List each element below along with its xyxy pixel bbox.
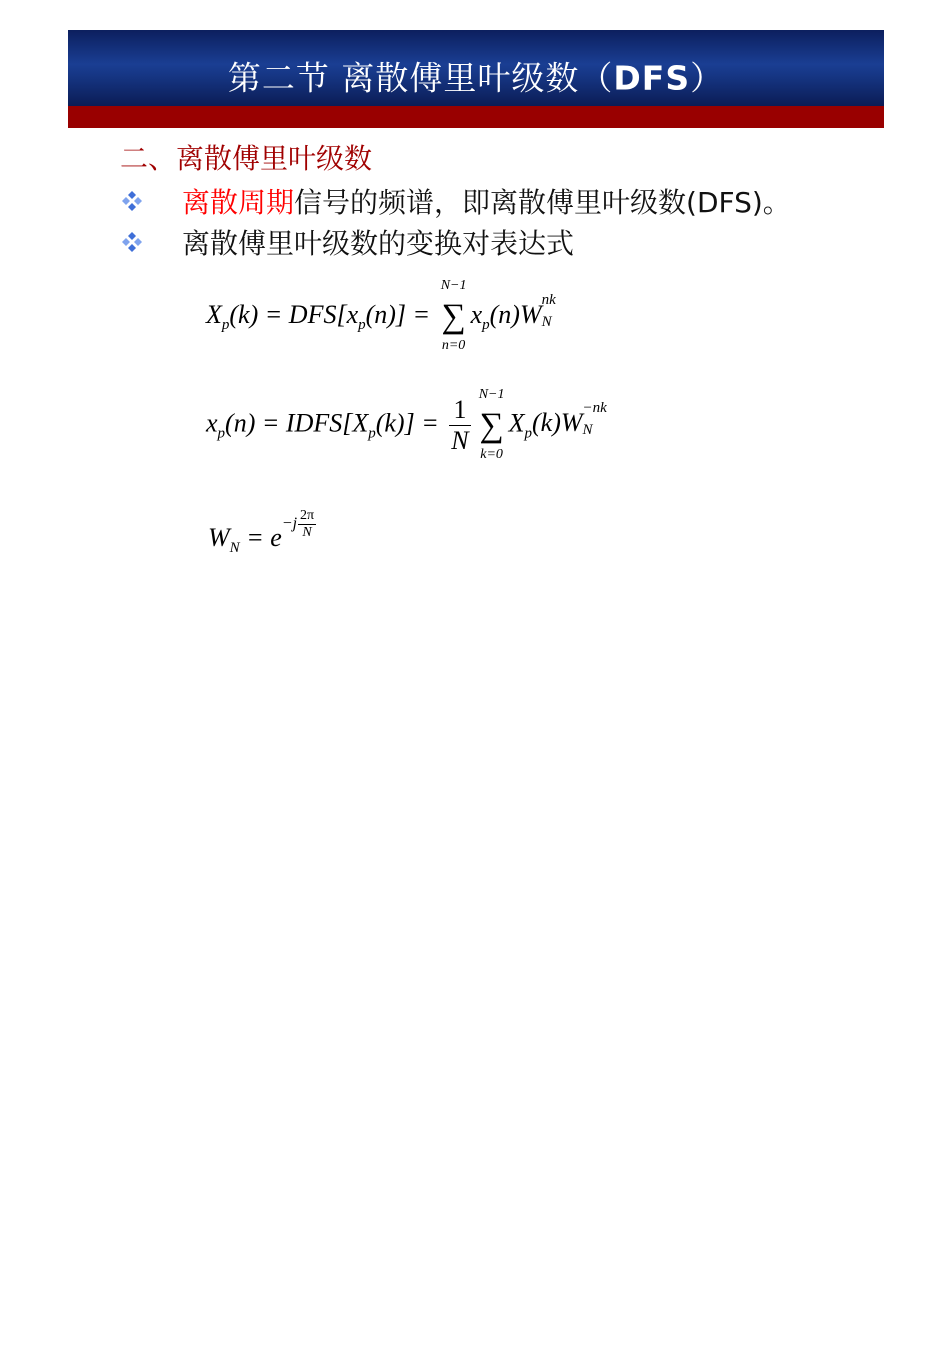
twiddle-formula: [208, 508, 317, 557]
fraction-denominator: N: [451, 426, 469, 455]
twiddle-term: [489, 292, 556, 330]
formula-text: (n)] =: [365, 300, 431, 329]
fraction-numerator: 1: [449, 395, 470, 426]
sum-lower-limit: k=0: [480, 446, 503, 462]
summation: [437, 278, 471, 354]
formula-text: (k)W: [532, 408, 583, 438]
sum-upper-limit: N−1: [440, 278, 467, 294]
idfs-formula: [206, 386, 607, 462]
formula-symbol: x: [470, 300, 483, 329]
twiddle-term: [532, 400, 607, 439]
formula-symbol: W: [208, 523, 230, 553]
formula-symbol: X: [206, 300, 222, 329]
formula-subscript: p: [524, 425, 532, 442]
sum-upper-limit: N−1: [478, 386, 505, 402]
slide-title: [68, 53, 884, 100]
formula-text: (n) = IDFS[X: [225, 408, 369, 438]
formula-text: (k) = DFS[x: [229, 300, 359, 329]
fraction-denominator: N: [302, 525, 312, 540]
formula-subscript: p: [217, 425, 226, 442]
bullet-text: [182, 181, 791, 221]
formula-text: = e: [239, 523, 282, 553]
fraction: [449, 395, 470, 456]
dfs-formula: [206, 278, 556, 354]
sum-lower-limit: n=0: [441, 338, 466, 354]
highlighted-term: 离散周期: [182, 186, 295, 219]
formula-subscript: p: [358, 317, 366, 333]
formula-text: (n)W: [489, 300, 542, 329]
sum-sign: ∑: [441, 298, 466, 336]
red-divider-bar: [68, 106, 884, 128]
formula-subscript: p: [221, 317, 230, 333]
title-acronym: DFS: [613, 58, 691, 98]
formula-subscript: p: [482, 317, 490, 333]
formula-text: (k)] =: [375, 408, 439, 438]
exponent: [282, 508, 317, 541]
bullet-text: [182, 222, 574, 262]
title-banner: [68, 30, 884, 106]
formula-subscript: p: [368, 425, 376, 442]
exponent-prefix: −j: [281, 515, 298, 533]
formula-superscript: nk: [541, 292, 556, 308]
summation: [475, 386, 509, 462]
title-closing: ）: [690, 58, 725, 98]
fraction: [298, 508, 316, 541]
formula-subscript: N: [582, 422, 593, 439]
formula-symbol: X: [508, 408, 525, 438]
formula-symbol: x: [206, 408, 218, 438]
bullet-body: 离散傅里叶级数的变换对表达式: [182, 227, 575, 260]
fraction-numerator: 2π: [300, 508, 315, 523]
title-text: 第二节 离散傅里叶级数（: [227, 58, 614, 98]
section-heading: 二、离散傅里叶级数: [120, 142, 373, 175]
formula-subscript: N: [229, 540, 240, 557]
formula-superscript: −nk: [582, 400, 607, 417]
diamond-cluster-icon: [120, 230, 144, 254]
diamond-cluster-icon: [120, 189, 144, 213]
bullet-body: 信号的频谱，即离散傅里叶级数(DFS)。: [294, 186, 791, 219]
formula-subscript: N: [541, 314, 552, 330]
sum-sign: ∑: [479, 406, 504, 444]
